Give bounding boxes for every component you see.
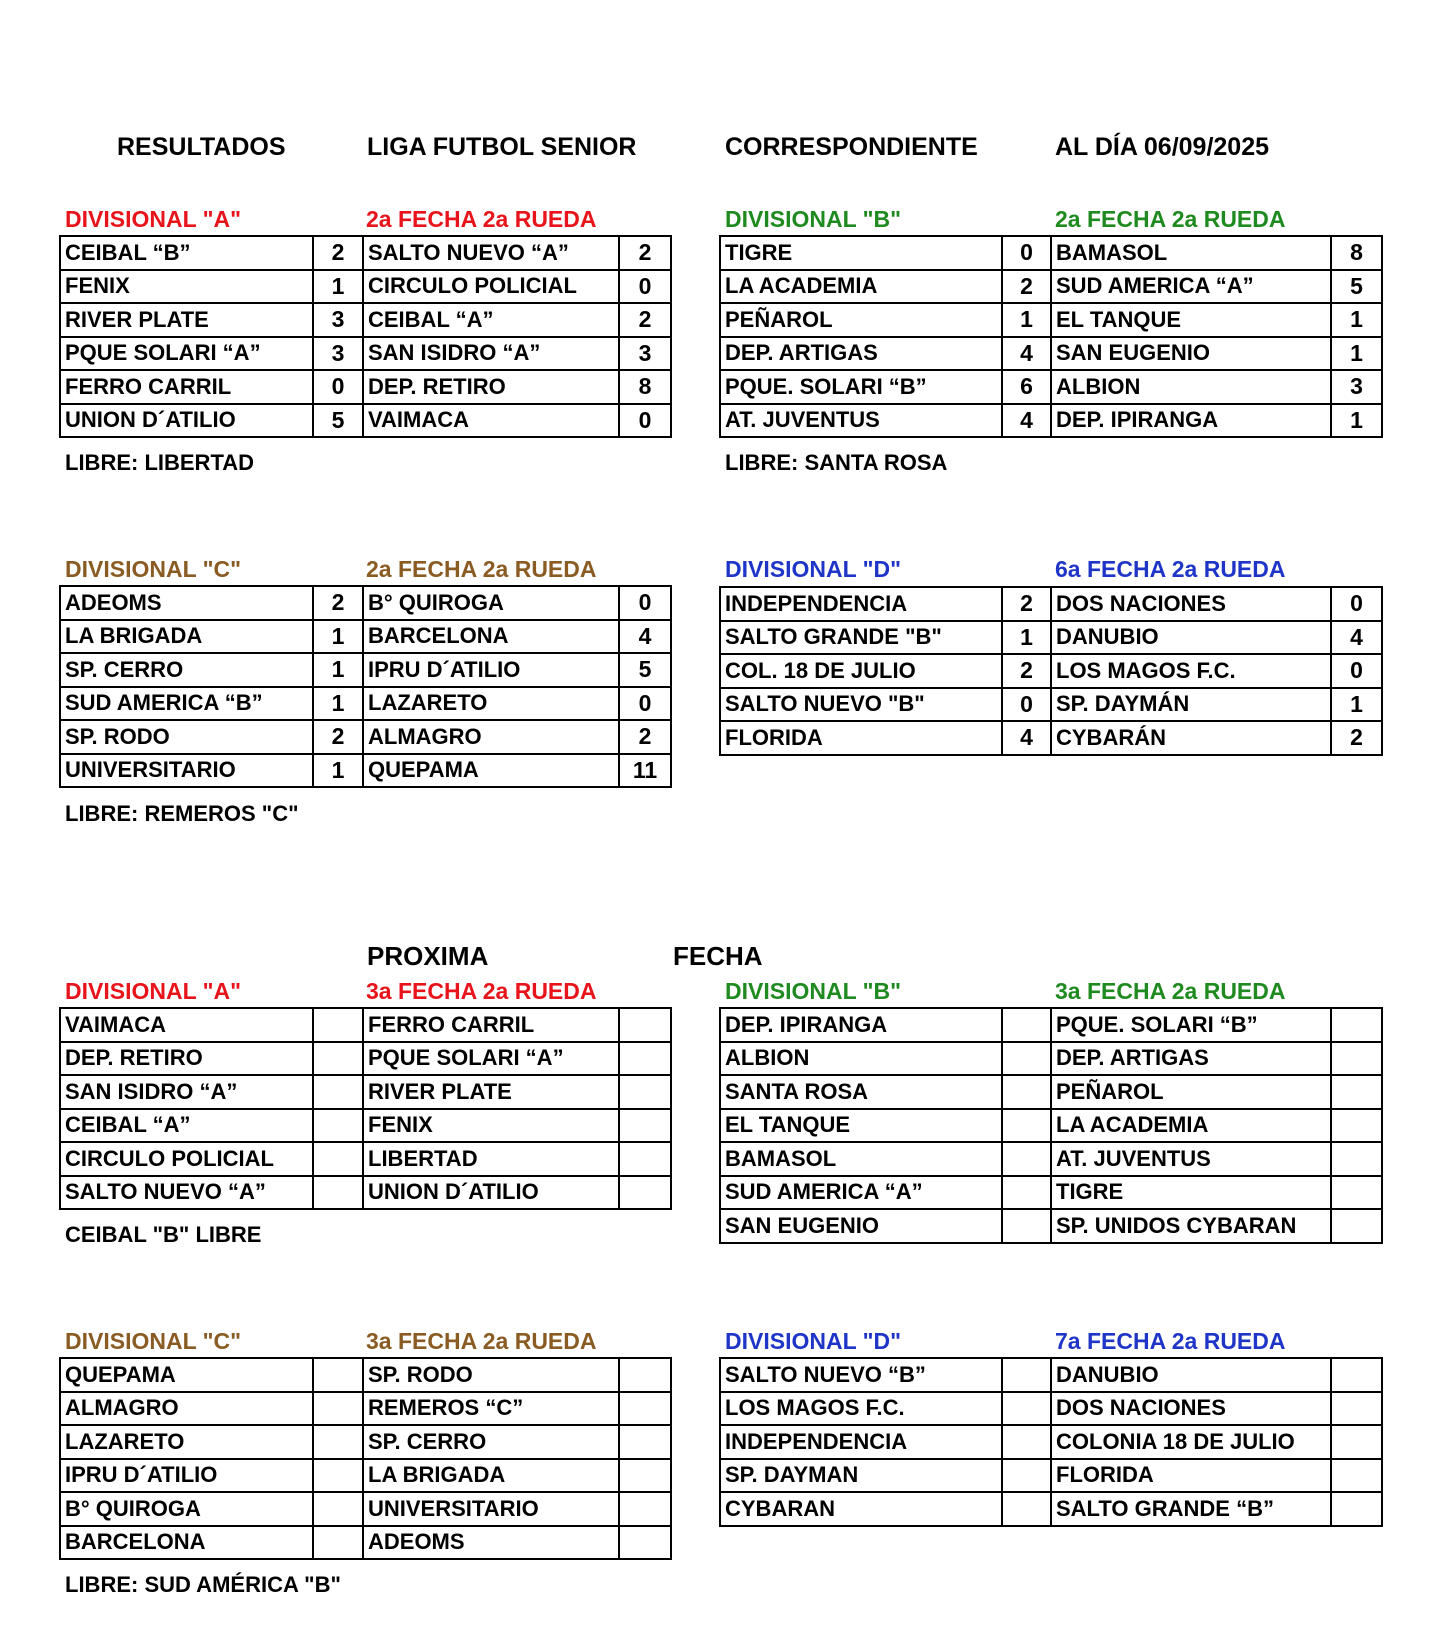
next-b-division: DIVISIONAL "B": [725, 978, 902, 1004]
home-team: SALTO GRANDE "B": [720, 621, 1002, 655]
home-team: SUD AMERICA “B”: [60, 687, 313, 721]
away-team: CIRCULO POLICIAL: [363, 270, 619, 304]
away-team: SP. DAYMÁN: [1051, 688, 1331, 722]
away-team: UNION D´ATILIO: [363, 1176, 619, 1210]
table-row: [60, 1492, 671, 1526]
next-c-round: 3a FECHA 2a RUEDA: [366, 1328, 597, 1354]
away-team: VAIMACA: [363, 404, 619, 438]
away-team: BARCELONA: [363, 620, 619, 654]
results-b-round: 2a FECHA 2a RUEDA: [1055, 206, 1286, 232]
home-team: PEÑAROL: [720, 303, 1002, 337]
home-score-empty: [1002, 1492, 1051, 1526]
home-score-empty: [1002, 1109, 1051, 1143]
table-row: [720, 621, 1382, 655]
home-score: 0: [1002, 688, 1051, 722]
away-team: DEP. RETIRO: [363, 370, 619, 404]
home-score: 2: [313, 586, 363, 620]
away-team: EL TANQUE: [1051, 303, 1331, 337]
home-team: VAIMACA: [60, 1008, 313, 1042]
home-score: 3: [313, 337, 363, 371]
home-team: ALMAGRO: [60, 1392, 313, 1426]
home-team: SP. RODO: [60, 720, 313, 754]
away-score: 2: [619, 303, 671, 337]
away-team: SALTO GRANDE “B”: [1051, 1492, 1331, 1526]
home-score: 3: [313, 303, 363, 337]
away-team: PQUE SOLARI “A”: [363, 1042, 619, 1076]
results-d-round: 6a FECHA 2a RUEDA: [1055, 556, 1286, 582]
away-score: 1: [1331, 404, 1382, 438]
away-team: TIGRE: [1051, 1176, 1331, 1210]
home-score: 2: [1002, 270, 1051, 304]
home-score-empty: [1002, 1392, 1051, 1426]
away-score-empty: [1331, 1209, 1382, 1243]
home-score: 2: [1002, 587, 1051, 621]
table-row: [60, 1358, 671, 1392]
home-team: LOS MAGOS F.C.: [720, 1392, 1002, 1426]
away-score: 0: [619, 270, 671, 304]
away-team: PQUE. SOLARI “B”: [1051, 1008, 1331, 1042]
away-score-empty: [1331, 1492, 1382, 1526]
home-score: 1: [313, 687, 363, 721]
home-score-empty: [1002, 1209, 1051, 1243]
home-score: 4: [1002, 404, 1051, 438]
home-team: SP. DAYMAN: [720, 1459, 1002, 1493]
home-score: 1: [1002, 303, 1051, 337]
table-row: [720, 721, 1382, 755]
home-team: TIGRE: [720, 236, 1002, 270]
home-team: SAN ISIDRO “A”: [60, 1075, 313, 1109]
away-team: DOS NACIONES: [1051, 587, 1331, 621]
table-row: [60, 1392, 671, 1426]
away-team: LIBERTAD: [363, 1142, 619, 1176]
table-row: [720, 270, 1382, 304]
home-team: CYBARAN: [720, 1492, 1002, 1526]
away-score-empty: [1331, 1459, 1382, 1493]
home-score: 6: [1002, 370, 1051, 404]
away-score-empty: [619, 1425, 671, 1459]
home-team: SALTO NUEVO “A”: [60, 1176, 313, 1210]
away-score-empty: [619, 1042, 671, 1076]
results-b-table: [719, 235, 1383, 438]
away-team: FERRO CARRIL: [363, 1008, 619, 1042]
away-score: 0: [1331, 654, 1382, 688]
home-team: B° QUIROGA: [60, 1492, 313, 1526]
home-team: FLORIDA: [720, 721, 1002, 755]
away-team: ALBION: [1051, 370, 1331, 404]
table-row: [60, 337, 671, 371]
away-score: 1: [1331, 303, 1382, 337]
home-score-empty: [313, 1142, 363, 1176]
away-score: 11: [619, 754, 671, 788]
away-score-empty: [1331, 1358, 1382, 1392]
home-team: FENIX: [60, 270, 313, 304]
away-team: UNIVERSITARIO: [363, 1492, 619, 1526]
away-team: LA ACADEMIA: [1051, 1109, 1331, 1143]
away-score-empty: [1331, 1109, 1382, 1143]
table-row: [720, 1008, 1382, 1042]
header-correspondiente: CORRESPONDIENTE: [725, 133, 978, 161]
table-row: [720, 404, 1382, 438]
home-score: 1: [313, 754, 363, 788]
next-d-division: DIVISIONAL "D": [725, 1328, 902, 1354]
away-score-empty: [619, 1142, 671, 1176]
header-league: LIGA FUTBOL SENIOR: [367, 133, 637, 161]
results-c-round: 2a FECHA 2a RUEDA: [366, 556, 597, 582]
home-score: 2: [313, 720, 363, 754]
table-row: [60, 270, 671, 304]
away-team: DEP. ARTIGAS: [1051, 1042, 1331, 1076]
home-score-empty: [313, 1358, 363, 1392]
away-team: COLONIA 18 DE JULIO: [1051, 1425, 1331, 1459]
away-score-empty: [619, 1008, 671, 1042]
away-score-empty: [619, 1075, 671, 1109]
results-c-division: DIVISIONAL "C": [65, 556, 242, 582]
away-score-empty: [1331, 1008, 1382, 1042]
away-team: DANUBIO: [1051, 1358, 1331, 1392]
next-d-table: [719, 1357, 1383, 1527]
table-row: [60, 303, 671, 337]
home-team: SP. CERRO: [60, 653, 313, 687]
home-score-empty: [1002, 1358, 1051, 1392]
home-team: BAMASOL: [720, 1142, 1002, 1176]
table-row: [60, 653, 671, 687]
away-score-empty: [1331, 1425, 1382, 1459]
home-score-empty: [313, 1459, 363, 1493]
table-row: [60, 1075, 671, 1109]
home-score-empty: [313, 1042, 363, 1076]
results-c-free: LIBRE: REMEROS "C": [65, 801, 299, 826]
results-a-round: 2a FECHA 2a RUEDA: [366, 206, 597, 232]
home-team: SAN EUGENIO: [720, 1209, 1002, 1243]
table-row: [720, 688, 1382, 722]
home-team: SALTO NUEVO “B”: [720, 1358, 1002, 1392]
table-row: [720, 1042, 1382, 1076]
home-score-empty: [313, 1425, 363, 1459]
home-score-empty: [1002, 1042, 1051, 1076]
away-score-empty: [619, 1176, 671, 1210]
away-score-empty: [619, 1109, 671, 1143]
home-team: FERRO CARRIL: [60, 370, 313, 404]
next-a-round: 3a FECHA 2a RUEDA: [366, 978, 597, 1004]
home-team: DEP. IPIRANGA: [720, 1008, 1002, 1042]
table-row: [60, 404, 671, 438]
away-team: ADEOMS: [363, 1526, 619, 1560]
away-score: 1: [1331, 688, 1382, 722]
table-row: [720, 1109, 1382, 1143]
table-row: [60, 1008, 671, 1042]
table-row: [720, 236, 1382, 270]
next-title-proxima: PROXIMA: [367, 941, 489, 971]
home-team: SALTO NUEVO "B": [720, 688, 1002, 722]
home-team: CEIBAL “A”: [60, 1109, 313, 1143]
home-score: 0: [313, 370, 363, 404]
home-score: 5: [313, 404, 363, 438]
home-score-empty: [1002, 1075, 1051, 1109]
home-team: PQUE. SOLARI “B”: [720, 370, 1002, 404]
home-score-empty: [1002, 1176, 1051, 1210]
table-row: [720, 1459, 1382, 1493]
home-team: LA BRIGADA: [60, 620, 313, 654]
home-score: 0: [1002, 236, 1051, 270]
home-team: IPRU D´ATILIO: [60, 1459, 313, 1493]
away-score: 8: [619, 370, 671, 404]
results-a-free: LIBRE: LIBERTAD: [65, 450, 255, 475]
away-score: 4: [1331, 621, 1382, 655]
away-score: 2: [1331, 721, 1382, 755]
home-team: INDEPENDENCIA: [720, 1425, 1002, 1459]
home-team: CIRCULO POLICIAL: [60, 1142, 313, 1176]
home-score-empty: [313, 1176, 363, 1210]
away-score: 2: [619, 236, 671, 270]
away-team: SAN EUGENIO: [1051, 337, 1331, 371]
table-row: [60, 754, 671, 788]
table-row: [720, 1392, 1382, 1426]
home-team: EL TANQUE: [720, 1109, 1002, 1143]
away-score-empty: [619, 1358, 671, 1392]
home-team: BARCELONA: [60, 1526, 313, 1560]
away-team: QUEPAMA: [363, 754, 619, 788]
away-score: 2: [619, 720, 671, 754]
header-date: AL DÍA 06/09/2025: [1055, 133, 1270, 161]
away-score: 8: [1331, 236, 1382, 270]
table-row: [720, 654, 1382, 688]
home-score: 2: [1002, 654, 1051, 688]
home-score-empty: [1002, 1142, 1051, 1176]
table-row: [60, 687, 671, 721]
away-score: 4: [619, 620, 671, 654]
home-team: SANTA ROSA: [720, 1075, 1002, 1109]
home-score: 1: [313, 270, 363, 304]
home-team: UNIVERSITARIO: [60, 754, 313, 788]
away-team: FLORIDA: [1051, 1459, 1331, 1493]
home-score: 2: [313, 236, 363, 270]
table-row: [720, 1358, 1382, 1392]
away-team: LOS MAGOS F.C.: [1051, 654, 1331, 688]
table-row: [60, 586, 671, 620]
away-team: B° QUIROGA: [363, 586, 619, 620]
home-score-empty: [313, 1075, 363, 1109]
away-team: LA BRIGADA: [363, 1459, 619, 1493]
away-team: SP. UNIDOS CYBARAN: [1051, 1209, 1331, 1243]
home-team: CEIBAL “B”: [60, 236, 313, 270]
away-team: CYBARÁN: [1051, 721, 1331, 755]
table-row: [720, 303, 1382, 337]
away-team: SALTO NUEVO “A”: [363, 236, 619, 270]
table-row: [60, 1109, 671, 1143]
table-row: [720, 1142, 1382, 1176]
home-score-empty: [313, 1492, 363, 1526]
away-score: 3: [1331, 370, 1382, 404]
table-row: [60, 1142, 671, 1176]
results-b-division: DIVISIONAL "B": [725, 206, 902, 232]
home-score-empty: [1002, 1425, 1051, 1459]
away-team: SP. CERRO: [363, 1425, 619, 1459]
away-score: 5: [1331, 270, 1382, 304]
away-team: RIVER PLATE: [363, 1075, 619, 1109]
away-team: BAMASOL: [1051, 236, 1331, 270]
table-row: [60, 1459, 671, 1493]
away-team: SUD AMERICA “A”: [1051, 270, 1331, 304]
table-row: [720, 337, 1382, 371]
away-team: SAN ISIDRO “A”: [363, 337, 619, 371]
home-score-empty: [1002, 1459, 1051, 1493]
away-score: 5: [619, 653, 671, 687]
away-score: 0: [619, 404, 671, 438]
next-b-round: 3a FECHA 2a RUEDA: [1055, 978, 1286, 1004]
home-team: LAZARETO: [60, 1425, 313, 1459]
table-row: [60, 1176, 671, 1210]
away-team: PEÑAROL: [1051, 1075, 1331, 1109]
home-team: UNION D´ATILIO: [60, 404, 313, 438]
away-team: FENIX: [363, 1109, 619, 1143]
home-team: COL. 18 DE JULIO: [720, 654, 1002, 688]
home-team: DEP. RETIRO: [60, 1042, 313, 1076]
away-score-empty: [1331, 1176, 1382, 1210]
away-score-empty: [1331, 1042, 1382, 1076]
table-row: [60, 1425, 671, 1459]
table-row: [60, 1042, 671, 1076]
results-c-table: [59, 585, 672, 788]
table-row: [60, 370, 671, 404]
home-score: 1: [313, 653, 363, 687]
away-score-empty: [1331, 1142, 1382, 1176]
home-score-empty: [313, 1109, 363, 1143]
next-title-fecha: FECHA: [673, 941, 763, 971]
away-team: DOS NACIONES: [1051, 1392, 1331, 1426]
table-row: [60, 620, 671, 654]
next-a-free: CEIBAL "B" LIBRE: [65, 1222, 262, 1247]
table-row: [720, 370, 1382, 404]
home-team: QUEPAMA: [60, 1358, 313, 1392]
away-score-empty: [619, 1526, 671, 1560]
home-score: 1: [313, 620, 363, 654]
away-score: 0: [619, 687, 671, 721]
results-a-division: DIVISIONAL "A": [65, 206, 242, 232]
away-score-empty: [619, 1392, 671, 1426]
home-team: RIVER PLATE: [60, 303, 313, 337]
away-score: 0: [1331, 587, 1382, 621]
home-score: 1: [1002, 621, 1051, 655]
results-d-division: DIVISIONAL "D": [725, 556, 902, 582]
away-team: REMEROS “C”: [363, 1392, 619, 1426]
table-row: [720, 1176, 1382, 1210]
away-score-empty: [1331, 1392, 1382, 1426]
results-d-table: [719, 586, 1383, 756]
next-c-free: LIBRE: SUD AMÉRICA "B": [65, 1572, 341, 1597]
home-score: 4: [1002, 721, 1051, 755]
away-score: 0: [619, 586, 671, 620]
home-score-empty: [313, 1526, 363, 1560]
home-team: LA ACADEMIA: [720, 270, 1002, 304]
next-c-table: [59, 1357, 672, 1560]
table-row: [60, 720, 671, 754]
next-c-division: DIVISIONAL "C": [65, 1328, 242, 1354]
home-team: PQUE SOLARI “A”: [60, 337, 313, 371]
away-team: ALMAGRO: [363, 720, 619, 754]
table-row: [720, 1425, 1382, 1459]
home-team: DEP. ARTIGAS: [720, 337, 1002, 371]
header-resultados: RESULTADOS: [117, 133, 286, 161]
away-team: CEIBAL “A”: [363, 303, 619, 337]
next-d-round: 7a FECHA 2a RUEDA: [1055, 1328, 1286, 1354]
next-a-table: [59, 1007, 672, 1210]
home-team: ADEOMS: [60, 586, 313, 620]
table-row: [60, 1526, 671, 1560]
home-score: 4: [1002, 337, 1051, 371]
home-score-empty: [313, 1392, 363, 1426]
results-b-free: LIBRE: SANTA ROSA: [725, 450, 948, 475]
home-team: ALBION: [720, 1042, 1002, 1076]
away-team: LAZARETO: [363, 687, 619, 721]
home-score-empty: [1002, 1008, 1051, 1042]
home-score-empty: [313, 1008, 363, 1042]
next-b-table: [719, 1007, 1383, 1244]
table-row: [720, 587, 1382, 621]
home-team: INDEPENDENCIA: [720, 587, 1002, 621]
away-score: 3: [619, 337, 671, 371]
away-score-empty: [619, 1459, 671, 1493]
next-a-division: DIVISIONAL "A": [65, 978, 242, 1004]
table-row: [720, 1075, 1382, 1109]
home-team: AT. JUVENTUS: [720, 404, 1002, 438]
away-score: 1: [1331, 337, 1382, 371]
home-team: SUD AMERICA “A”: [720, 1176, 1002, 1210]
away-team: DEP. IPIRANGA: [1051, 404, 1331, 438]
table-row: [60, 236, 671, 270]
away-team: DANUBIO: [1051, 621, 1331, 655]
table-row: [720, 1492, 1382, 1526]
away-score-empty: [619, 1492, 671, 1526]
away-team: IPRU D´ATILIO: [363, 653, 619, 687]
away-team: SP. RODO: [363, 1358, 619, 1392]
away-team: AT. JUVENTUS: [1051, 1142, 1331, 1176]
table-row: [720, 1209, 1382, 1243]
away-score-empty: [1331, 1075, 1382, 1109]
results-a-table: [59, 235, 672, 438]
